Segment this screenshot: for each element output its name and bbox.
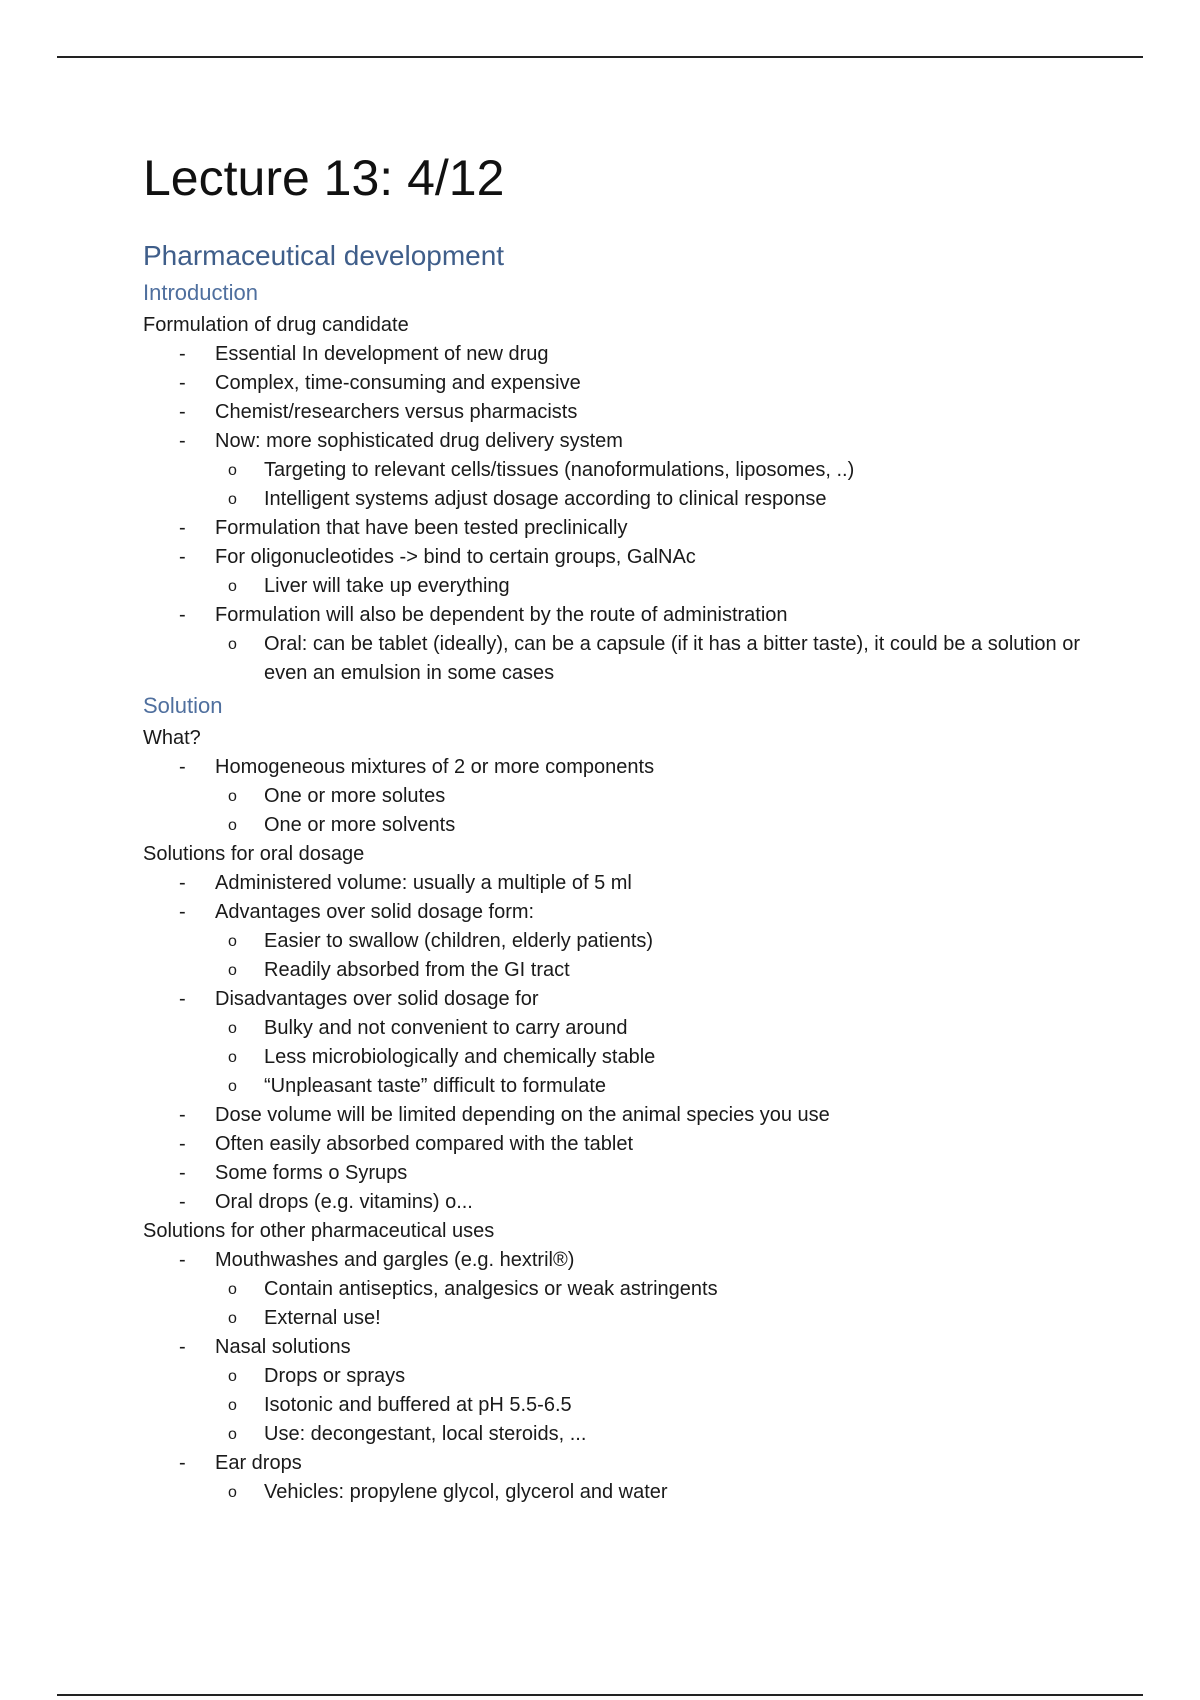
dash-marker: -: [179, 604, 186, 626]
sub-list-item-text: Readily absorbed from the GI tract: [264, 959, 570, 981]
sub-list-item-text: Liver will take up everything: [264, 575, 510, 597]
sub-list-item-text: Use: decongestant, local steroids, ...: [264, 1423, 587, 1445]
dash-marker: -: [179, 1452, 186, 1474]
sub-list-item-text: Less microbiologically and chemically stable: [264, 1046, 656, 1068]
list-item-text: Disadvantages over solid dosage for: [215, 988, 539, 1010]
circle-marker: o: [228, 962, 237, 979]
sub-list-item: [143, 782, 1103, 811]
sub-list-item: [143, 1014, 1103, 1043]
dash-marker: -: [179, 1191, 186, 1213]
paragraph: Formulation of drug candidate: [143, 314, 409, 336]
dash-marker: -: [179, 517, 186, 539]
sub-list: [143, 630, 1103, 688]
paragraph: Solutions for other pharmaceutical uses: [143, 1220, 495, 1242]
sub-list: [143, 456, 1103, 514]
list-item: [143, 427, 1103, 456]
circle-marker: o: [228, 1310, 237, 1327]
circle-marker: o: [228, 462, 237, 479]
page-title: Lecture 13: 4/12: [143, 150, 505, 206]
bullet-list: [143, 985, 1103, 1014]
sub-list-item: [143, 630, 1103, 688]
list-item-text: Advantages over solid dosage form:: [215, 901, 535, 923]
sub-list-item-text: Bulky and not convenient to carry around: [264, 1017, 628, 1039]
sub-list-item-text: One or more solutes: [264, 785, 446, 807]
dash-marker: -: [179, 872, 186, 894]
sub-list-item: [143, 572, 1103, 601]
list-item-text: Mouthwashes and gargles (e.g. hextril®): [215, 1249, 575, 1271]
dash-marker: -: [179, 756, 186, 778]
sub-list: [143, 1275, 1103, 1333]
dash-marker: -: [179, 1133, 186, 1155]
list-item-text: Nasal solutions: [215, 1336, 351, 1358]
sub-list-item-text: “Unpleasant taste” difficult to formulate: [264, 1075, 607, 1097]
subheading-solution: Solution: [143, 693, 223, 718]
list-item: [143, 1130, 1103, 1159]
sub-list: [143, 1014, 1103, 1101]
list-item-text: Formulation will also be dependent by the route of administration: [215, 604, 788, 626]
list-item-text: Administered volume: usually a multiple of 5 ml: [215, 872, 632, 894]
dash-marker: -: [179, 1336, 186, 1358]
list-item-text: Ear drops: [215, 1452, 302, 1474]
sub-list-item: [143, 811, 1103, 840]
circle-marker: o: [228, 578, 237, 595]
sub-list-item-text: Drops or sprays: [264, 1365, 406, 1387]
dash-marker: -: [179, 343, 186, 365]
sub-list-item: [143, 456, 1103, 485]
sub-list: [143, 782, 1103, 840]
dash-marker: -: [179, 1162, 186, 1184]
list-item-text: Some forms o Syrups: [215, 1162, 408, 1184]
bullet-list: [143, 1333, 1103, 1362]
dash-marker: -: [179, 1249, 186, 1271]
sub-list-item-text: External use!: [264, 1307, 381, 1329]
sub-list-item-text: Vehicles: propylene glycol, glycerol and water: [264, 1481, 668, 1503]
list-item-text: Oral drops (e.g. vitamins) o...: [215, 1191, 473, 1213]
sub-list-item: [143, 1478, 1103, 1507]
sub-list-item-text: One or more solvents: [264, 814, 456, 836]
dash-marker: -: [179, 901, 186, 923]
sub-list-item: [143, 1304, 1103, 1333]
circle-marker: o: [228, 1281, 237, 1298]
list-item: [143, 1159, 1103, 1188]
bullet-list: [143, 753, 1103, 782]
sub-list-item-text: Easier to swallow (children, elderly patients): [264, 930, 654, 952]
circle-marker: o: [228, 1426, 237, 1443]
list-item: [143, 985, 1103, 1014]
bullet-list: [143, 514, 1103, 572]
bullet-list: [143, 340, 1103, 456]
circle-marker: o: [228, 933, 237, 950]
circle-marker: o: [228, 1484, 237, 1501]
list-item: [143, 1449, 1103, 1478]
bullet-list: [143, 601, 1103, 630]
circle-marker: o: [228, 788, 237, 805]
list-item: [143, 514, 1103, 543]
sub-list: [143, 572, 1103, 601]
document-body: [143, 145, 1103, 1507]
dash-marker: -: [179, 401, 186, 423]
sub-list-item: [143, 927, 1103, 956]
circle-marker: o: [228, 1078, 237, 1095]
bullet-list: [143, 1246, 1103, 1275]
list-item: [143, 369, 1103, 398]
sub-list-item: [143, 1362, 1103, 1391]
header-rule: [57, 56, 1143, 58]
list-item-text: Chemist/researchers versus pharmacists: [215, 401, 578, 423]
footer-rule: [57, 1694, 1143, 1696]
list-item-text: Now: more sophisticated drug delivery system: [215, 430, 623, 452]
list-item: [143, 1246, 1103, 1275]
list-item-text: Essential In development of new drug: [215, 343, 549, 365]
sub-list-item-text: Contain antiseptics, analgesics or weak astringents: [264, 1278, 718, 1300]
sub-list-item: [143, 1275, 1103, 1304]
circle-marker: o: [228, 636, 237, 653]
list-item-text: Formulation that have been tested preclinically: [215, 517, 628, 539]
list-item: [143, 898, 1103, 927]
circle-marker: o: [228, 1049, 237, 1066]
bullet-list: [143, 1101, 1103, 1217]
sub-list-item: [143, 1391, 1103, 1420]
sub-list: [143, 927, 1103, 985]
circle-marker: o: [228, 491, 237, 508]
bullet-list: [143, 869, 1103, 927]
sub-list-item: [143, 1043, 1103, 1072]
list-item: [143, 543, 1103, 572]
dash-marker: -: [179, 430, 186, 452]
sub-list: [143, 1478, 1103, 1507]
dash-marker: -: [179, 1104, 186, 1126]
circle-marker: o: [228, 1020, 237, 1037]
bullet-list: [143, 1449, 1103, 1478]
list-item: [143, 398, 1103, 427]
list-item: [143, 601, 1103, 630]
list-item-text: Dose volume will be limited depending on the animal species you use: [215, 1104, 830, 1126]
list-item: [143, 869, 1103, 898]
circle-marker: o: [228, 817, 237, 834]
sub-list-item-text: Intelligent systems adjust dosage according to clinical response: [264, 488, 827, 510]
sub-list-item: [143, 1072, 1103, 1101]
section-heading: Pharmaceutical development: [143, 240, 505, 271]
list-item: [143, 1188, 1103, 1217]
list-item-text: Often easily absorbed compared with the tablet: [215, 1133, 634, 1155]
paragraph: What?: [143, 727, 201, 749]
list-item: [143, 340, 1103, 369]
dash-marker: -: [179, 546, 186, 568]
sub-list: [143, 1362, 1103, 1449]
sub-list-item: [143, 956, 1103, 985]
dash-marker: -: [179, 988, 186, 1010]
sub-list-item-text: Isotonic and buffered at pH 5.5-6.5: [264, 1394, 572, 1416]
sub-list-item: [143, 1420, 1103, 1449]
list-item: [143, 753, 1103, 782]
sub-list-item-text: Targeting to relevant cells/tissues (nanoformulations, liposomes, ..): [264, 459, 855, 481]
list-item: [143, 1101, 1103, 1130]
sub-list-item: [143, 485, 1103, 514]
sub-list-item-text: Oral: can be tablet (ideally), can be a capsule (if it has a bitter taste), it could be a solution or even an emulsion in some cases: [264, 633, 1080, 684]
list-item-text: For oligonucleotides -> bind to certain groups, GalNAc: [215, 546, 696, 568]
circle-marker: o: [228, 1397, 237, 1414]
circle-marker: o: [228, 1368, 237, 1385]
list-item-text: Homogeneous mixtures of 2 or more components: [215, 756, 655, 778]
list-item-text: Complex, time-consuming and expensive: [215, 372, 581, 394]
paragraph: Solutions for oral dosage: [143, 843, 365, 865]
list-item: [143, 1333, 1103, 1362]
subheading-introduction: Introduction: [143, 280, 258, 305]
dash-marker: -: [179, 372, 186, 394]
